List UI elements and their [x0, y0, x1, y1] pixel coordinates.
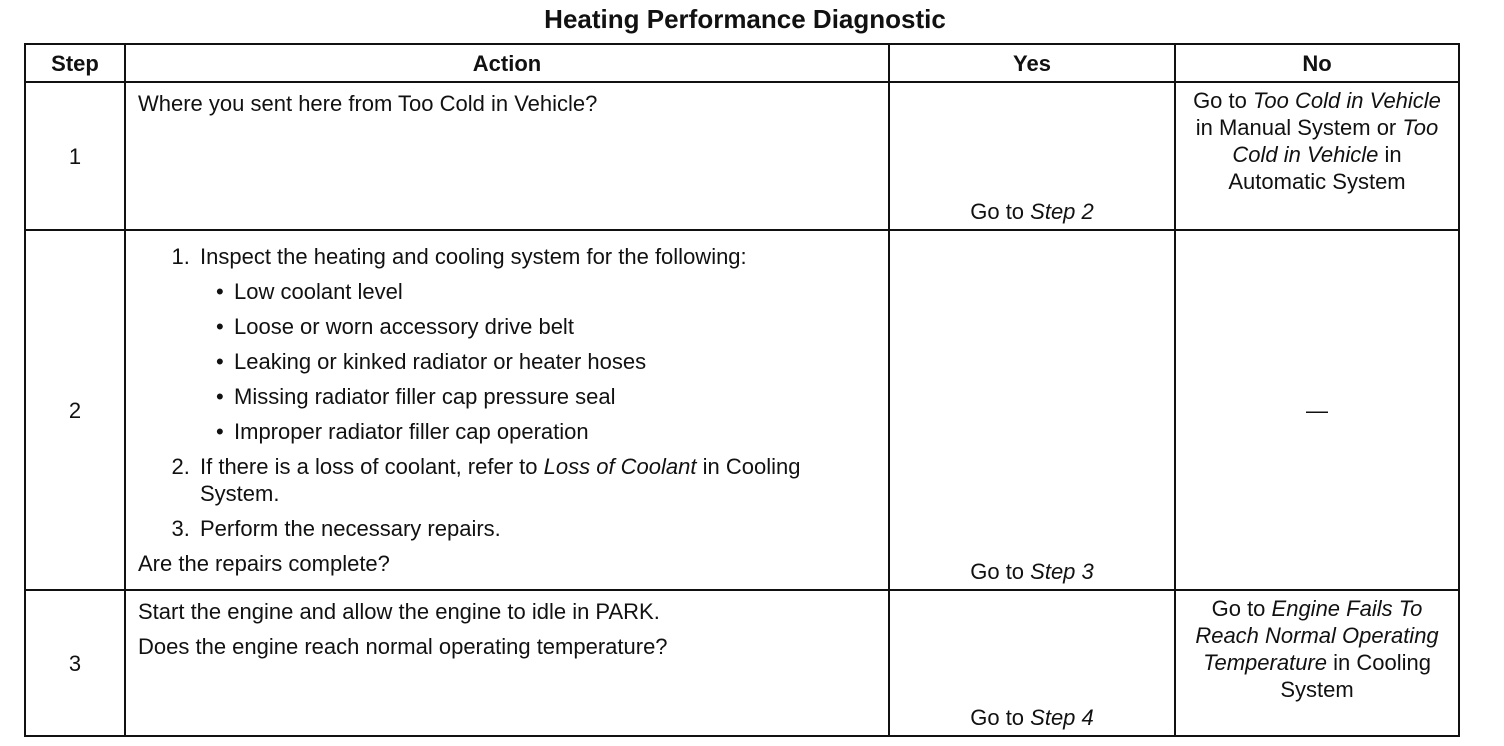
header-row	[25, 44, 1459, 82]
action-step-text: If there is a loss of coolant, refer to	[200, 454, 544, 479]
no-text-segment: Go to	[1211, 596, 1272, 621]
yes-cell	[889, 590, 1175, 736]
yes-cell	[889, 82, 1175, 230]
reference-link[interactable]: Too Cold in Vehicle	[1232, 115, 1439, 167]
reference-link[interactable]: Too Cold in Vehicle	[1252, 88, 1441, 113]
header-action: Action	[125, 44, 889, 82]
yes-prefix: Go to	[970, 199, 1031, 224]
no-text-segment: Go to	[1193, 88, 1253, 113]
no-dash: —	[1306, 397, 1328, 423]
yes-prefix: Go to	[970, 705, 1031, 730]
bullet-item: • Loose or worn accessory drive belt	[234, 313, 878, 340]
no-text	[1195, 596, 1438, 702]
no-cell	[1175, 230, 1459, 590]
no-cell	[1175, 590, 1459, 736]
step-number: 3	[25, 590, 125, 736]
yes-prefix: Go to	[970, 559, 1031, 584]
action-step-text: Inspect the heating and cooling system for the following:	[200, 244, 747, 269]
yes-step-link[interactable]: Step 4	[1030, 705, 1094, 730]
no-text-segment: in Cooling System	[1280, 650, 1431, 702]
header-no: No	[1175, 44, 1459, 82]
loss-of-coolant-link[interactable]: Loss of Coolant	[543, 454, 697, 479]
bullet-item: • Low coolant level	[234, 278, 878, 305]
bullet-item: • Missing radiator filler cap pressure seal	[234, 383, 878, 410]
action-steps-list	[138, 243, 878, 542]
action-cell	[125, 230, 889, 590]
no-text-segment: in Automatic System	[1228, 142, 1406, 194]
yes-cell	[889, 230, 1175, 590]
diagnostic-table	[24, 43, 1460, 737]
inspection-bullet-list	[200, 278, 878, 445]
yes-step-link[interactable]: Step 2	[1030, 199, 1094, 224]
bullet-item: • Leaking or kinked radiator or heater hoses	[234, 348, 878, 375]
page-title: Heating Performance Diagnostic	[544, 4, 946, 34]
action-step-item	[196, 453, 878, 507]
bullet-item: • Improper radiator filler cap operation	[234, 418, 878, 445]
no-text-segment: in Manual System or	[1195, 115, 1403, 140]
header-yes: Yes	[889, 44, 1175, 82]
action-cell	[125, 590, 889, 736]
action-text: Where you sent here from Too Cold in Vehicle?	[138, 91, 598, 116]
action-cell	[125, 82, 889, 230]
table-row	[25, 230, 1459, 590]
action-step-text: in Cooling System.	[200, 454, 801, 506]
yes-step-link[interactable]: Step 3	[1030, 559, 1094, 584]
action-step-item: 3. Perform the necessary repairs.	[196, 515, 878, 542]
no-cell	[1175, 82, 1459, 230]
action-question: Are the repairs complete?	[138, 551, 390, 576]
step-number: 1	[25, 82, 125, 230]
table-row	[25, 590, 1459, 736]
reference-link[interactable]: Engine Fails To Reach Normal Operating Temperature	[1195, 596, 1439, 675]
table-row	[25, 82, 1459, 230]
header-step: Step	[25, 44, 125, 82]
step-number: 2	[25, 230, 125, 590]
action-text: Start the engine and allow the engine to idle in PARK.	[138, 599, 660, 624]
action-question: Does the engine reach normal operating temperature?	[138, 634, 668, 659]
no-text	[1193, 88, 1441, 194]
action-step-item	[196, 243, 878, 445]
